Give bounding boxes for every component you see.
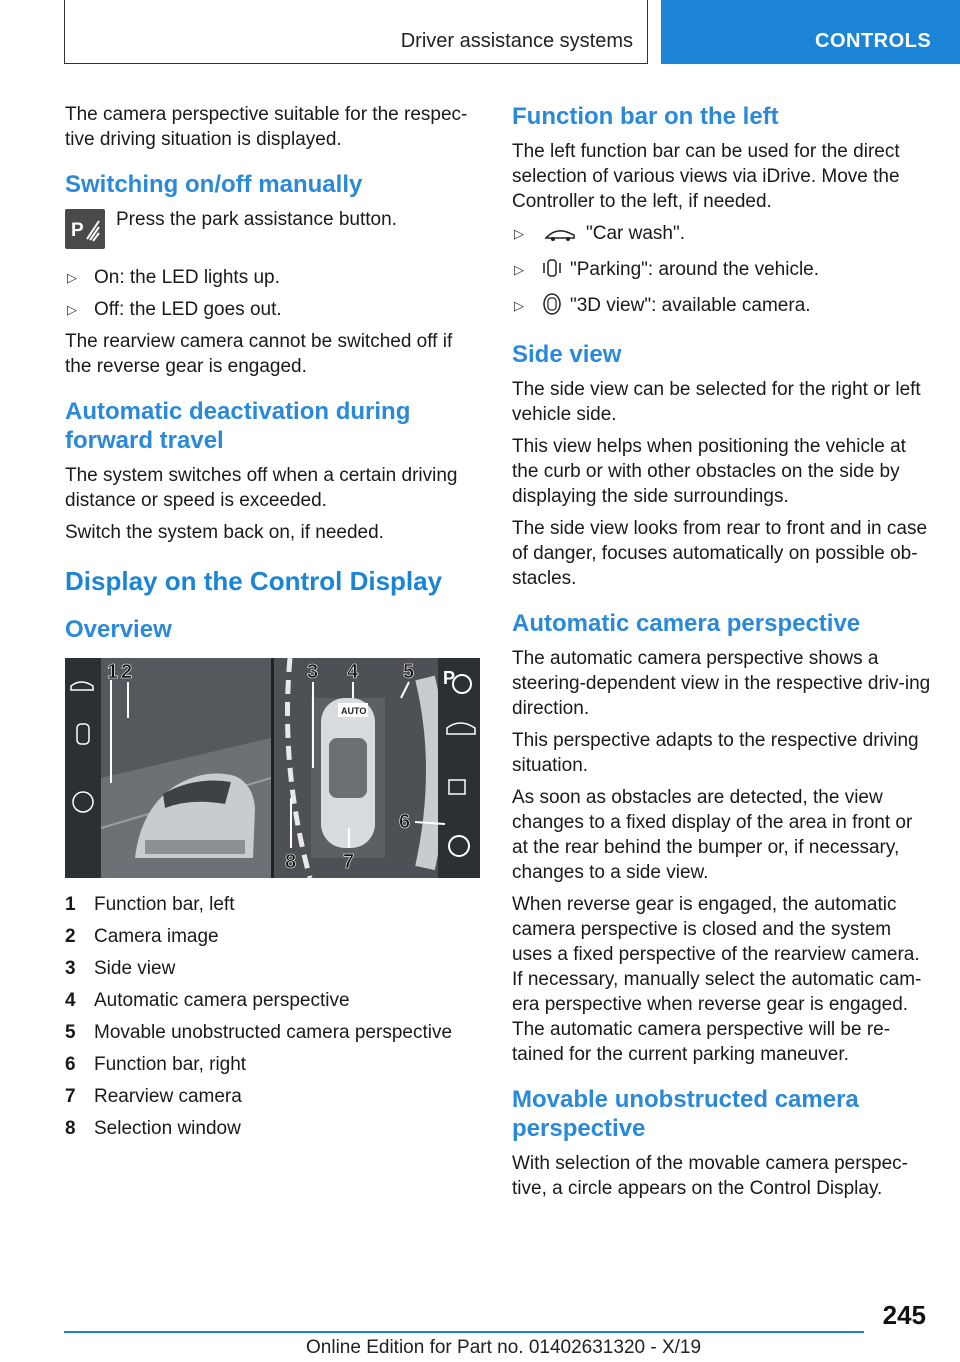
legend-item: 3 Side view — [65, 958, 176, 979]
callout-6: 6 — [399, 811, 411, 833]
callout-2: 2 — [121, 661, 133, 683]
footer-edition: Online Edition for Part no. 01402631320 - X/19 — [306, 1337, 702, 1358]
control-display-screenshot — [65, 658, 480, 878]
header-chapter-tab[interactable] — [661, 0, 960, 64]
callout-8: 8 — [285, 851, 297, 873]
callout-3: 3 — [307, 661, 319, 683]
callout-5: 5 — [403, 661, 415, 683]
triangle-bullet-icon: ▷ — [67, 302, 77, 317]
legend-item: 6 Function bar, right — [65, 1054, 247, 1075]
legend-item: 8 Selection window — [65, 1118, 241, 1139]
legend-item: 2 Camera image — [65, 926, 219, 947]
rearview-note: The rearview camera cannot be switched off if the reverse gear is engaged. — [65, 331, 453, 377]
side-view-text-1: The side view can be selected for the right or left vehicle side. — [512, 379, 921, 425]
right-column — [512, 100, 932, 1208]
footer-divider — [64, 1331, 864, 1333]
auto-perspective-heading: Automatic camera perspective — [512, 610, 861, 637]
callout-1: 1 — [107, 661, 119, 683]
auto-perspective-text-4: When reverse gear is engaged, the automatic camera perspective is closed and the system uses a fixed perspective of the rearview camera. If necessary, manually select the automatic cam-era perspective when reverse gear is engaged. The automatic camera perspective will be re-tained for the current parking maneuver. — [512, 894, 922, 1065]
list-item: ▷ On: the LED lights up. — [67, 267, 280, 288]
auto-deactivation-text-2: Switch the system back on, if needed. — [65, 522, 384, 543]
legend-item: 1 Function bar, left — [65, 894, 235, 915]
list-item: ▷ Off: the LED goes out. — [67, 299, 282, 320]
side-view-text-3: The side view looks from rear to front and in case of danger, focuses automatically on possible ob-stacles. — [512, 518, 928, 589]
legend-item: 7 Rearview camera — [65, 1086, 242, 1107]
press-button-text: Press the park assistance button. — [116, 209, 397, 230]
car-wash-icon — [543, 223, 577, 250]
list-item: ▷ "Car wash". — [512, 221, 932, 250]
auto-perspective-text-1: The automatic camera perspective shows a steering-dependent view in the respective driv-ing direction. — [512, 648, 931, 719]
header-section-tab — [64, 0, 648, 64]
park-assist-instruction — [65, 207, 483, 259]
list-item: ▷ "Parking": around the vehicle. — [512, 257, 932, 286]
parking-letter: P — [443, 668, 456, 688]
auto-deactivation-text-1: The system switches off when a certain driving distance or speed is exceeded. — [65, 465, 458, 511]
legend-item: 4 Automatic camera perspective — [65, 990, 350, 1011]
switching-heading: Switching on/off manually — [65, 171, 363, 198]
switch-list — [65, 265, 483, 322]
side-view-heading: Side view — [512, 341, 622, 368]
auto-deactivation-heading: Automatic deactivation during forward travel — [65, 398, 411, 454]
overview-heading: Overview — [65, 616, 172, 643]
callout-4: 4 — [347, 661, 359, 683]
function-bar-list — [512, 221, 932, 322]
legend-item: 5 Movable unobstructed camera perspective — [65, 1022, 453, 1043]
list-item: ▷ "3D view": available camera. — [512, 293, 932, 322]
display-heading: Display on the Control Display — [65, 566, 443, 596]
movable-perspective-heading: Movable unobstructed camera perspective — [512, 1086, 859, 1142]
triangle-bullet-icon: ▷ — [514, 262, 524, 277]
header-section-title: Driver assistance systems — [400, 30, 633, 52]
car-top-view-image — [321, 698, 375, 848]
triangle-bullet-icon: ▷ — [67, 270, 77, 285]
triangle-bullet-icon: ▷ — [514, 298, 524, 313]
side-view-text-2: This view helps when positioning the vehicle at the curb or with other obstacles on the side by displaying the side surroundings. — [512, 436, 906, 507]
triangle-bullet-icon: ▷ — [514, 226, 524, 241]
page-number: 245 — [882, 1300, 926, 1330]
3d-view-icon — [543, 293, 561, 322]
svg-text:P: P — [71, 220, 84, 241]
intro-text: The camera perspective suitable for the respec-tive driving situation is displayed. — [65, 104, 468, 150]
callout-7: 7 — [343, 851, 355, 873]
function-bar-heading: Function bar on the left — [512, 103, 779, 130]
legend-list — [65, 892, 483, 1141]
left-column — [65, 100, 483, 1148]
auto-perspective-text-2: This perspective adapts to the respective driving situation. — [512, 730, 919, 776]
function-bar-text: The left function bar can be used for the direct selection of various views via iDrive. Move the Controller to the left, if needed. — [512, 141, 900, 212]
header-chapter-title: CONTROLS — [815, 30, 932, 52]
movable-perspective-text: With selection of the movable camera perspec-tive, a circle appears on the Control Display. — [512, 1153, 909, 1199]
auto-badge: AUTO — [341, 706, 367, 716]
park-assistance-button-icon — [65, 209, 105, 249]
parking-view-icon — [543, 257, 561, 286]
auto-perspective-text-3: As soon as obstacles are detected, the view changes to a fixed display of the area in front or at the rear behind the bumper or, if necessary, changes to a side view. — [512, 787, 913, 883]
